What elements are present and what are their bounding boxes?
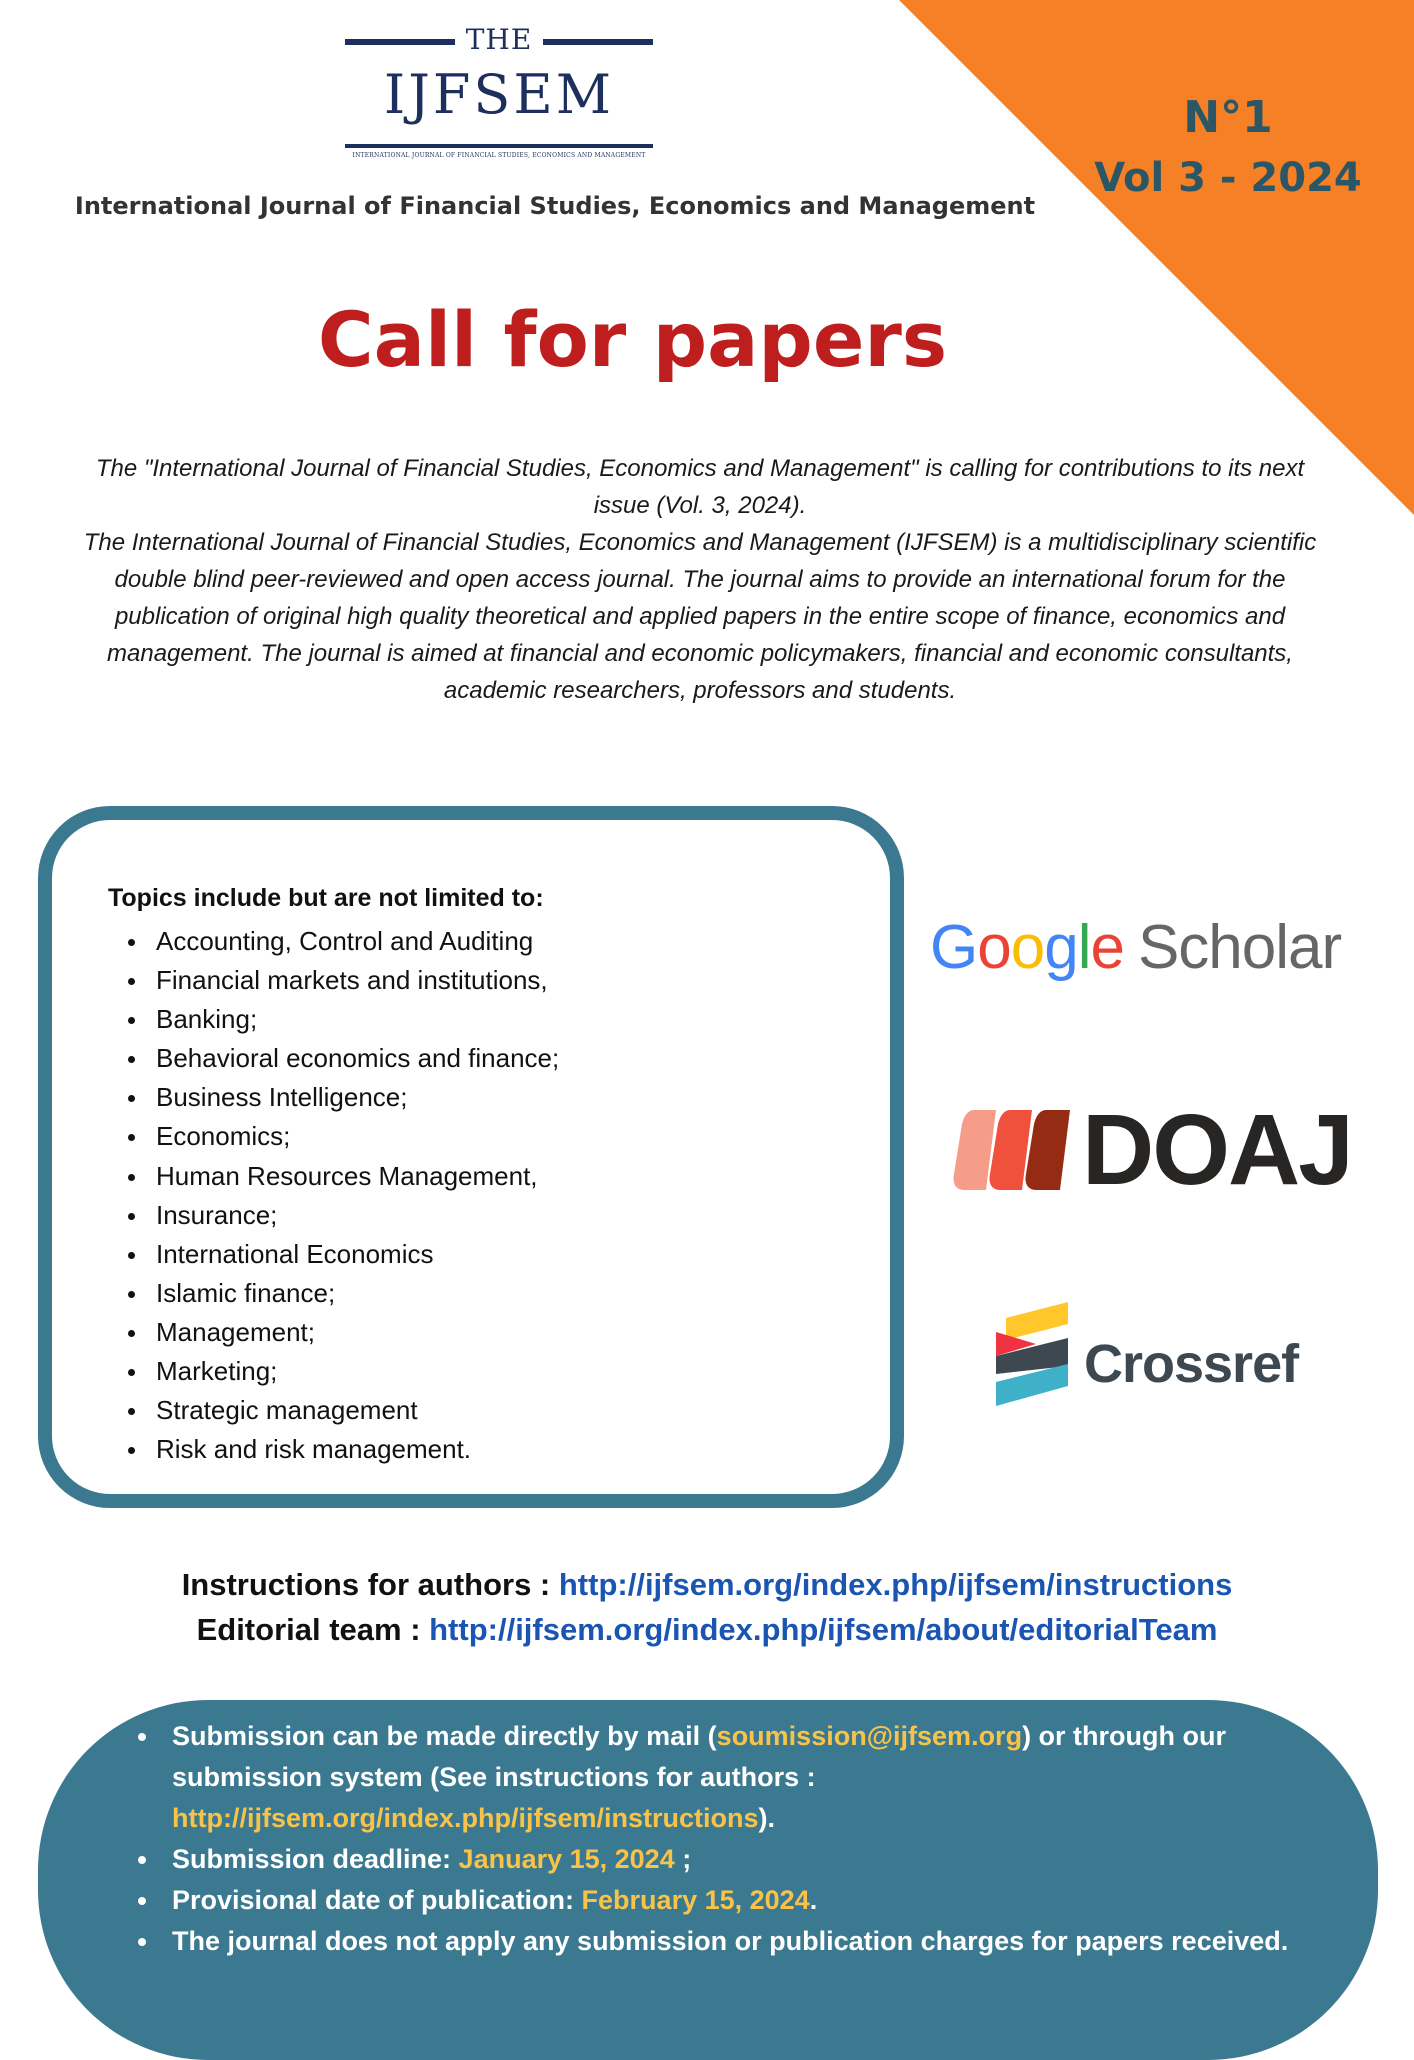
scholar-word: Scholar [1137,913,1342,982]
list-item: Marketing; [108,1352,559,1391]
list-item: Risk and risk management. [108,1430,559,1469]
google-letter: e [1090,913,1124,982]
issue-volume: Vol 3 - 2024 [1094,155,1362,201]
submission-text: ). [758,1803,776,1833]
intro-text [70,450,1330,709]
list-item: Management; [108,1313,559,1352]
google-letter: G [930,913,978,982]
deadline-date: January 15, 2024 [458,1844,675,1874]
submission-box [38,1700,1378,2060]
publication-date: February 15, 2024 [581,1885,810,1915]
submission-list [134,1716,1324,1962]
list-item: Strategic management [108,1391,559,1430]
list-item [134,1716,1324,1839]
journal-name: International Journal of Financial Studies, Economics and Management [74,192,1036,220]
list-item: Banking; [108,1000,559,1039]
list-item [134,1880,1324,1921]
google-letter: o [1010,913,1045,982]
instructions-label: Instructions for authors : [181,1567,559,1602]
logo-rule-left [345,39,455,45]
google-scholar-logo [930,912,1341,983]
deadline-end: ; [674,1844,692,1874]
logo-rule-right [543,39,653,45]
list-item: The journal does not apply any submission or publication charges for papers received. [134,1921,1324,1962]
corner-accent-triangle [899,0,1414,515]
intro-paragraph-2: The International Journal of Financial Studies, Economics and Management (IJFSEM) is a multidisciplinary scientific double blind peer-reviewed and open access journal. The journal aims to provide an international forum for the publication of original high quality theoretical and applied papers in the entire scope of finance, economics and management. The journal is aimed at financial and economic policymakers, financial and economic consultants, academic researchers, professors and students. [83,529,1317,704]
topics-heading: Topics include but are not limited to: [108,884,544,912]
list-item [134,1839,1324,1880]
instructions-line [0,1562,1414,1607]
list-item: Economics; [108,1117,559,1156]
list-item: International Economics [108,1235,559,1274]
logo-acronym: IJFSEM [383,63,615,126]
logo-subtitle: INTERNATIONAL JOURNAL OF FINANCIAL STUDIES, ECONOMICS AND MANAGEMENT [352,152,646,159]
submission-instructions-link[interactable]: http://ijfsem.org/index.php/ijfsem/instructions [172,1803,759,1833]
doaj-mark-icon [952,1104,1082,1196]
crossref-mark-icon [996,1302,1080,1412]
list-item: Insurance; [108,1196,559,1235]
instructions-link[interactable]: http://ijfsem.org/index.php/ijfsem/instructions [558,1567,1233,1602]
crossref-logo [996,1302,1316,1412]
intro-paragraph-1: The "International Journal of Financial Studies, Economics and Management" is calling for contributions to its next issue (Vol. 3, 2024). [95,455,1305,519]
publication-end: . [809,1885,818,1915]
list-item: Human Resources Management, [108,1157,559,1196]
journal-logo [345,22,653,160]
publication-label: Provisional date of publication: [172,1885,582,1915]
logo-rule-bottom [345,144,653,148]
list-item: Financial markets and institutions, [108,961,559,1000]
google-letter: l [1077,913,1091,982]
submission-text: ) or through our submission system (See instructions for authors : [172,1721,1227,1792]
editorial-line [0,1607,1414,1652]
issue-info [1078,88,1378,208]
google-letter: g [1044,913,1078,982]
editorial-team-link[interactable]: http://ijfsem.org/index.php/ijfsem/about/editorialTeam [429,1612,1218,1647]
google-letter: o [977,913,1011,982]
list-item: Business Intelligence; [108,1078,559,1117]
issue-number: N°1 [1183,92,1273,143]
topics-box [38,806,904,1508]
list-item: Accounting, Control and Auditing [108,922,559,961]
topics-list [108,922,559,1469]
doaj-wordmark: DOAJ [1082,1094,1352,1206]
logo-the: THE [465,23,533,56]
doaj-logo [952,1094,1352,1206]
submission-text: Submission can be made directly by mail ( [172,1721,717,1751]
deadline-label: Submission deadline: [172,1844,459,1874]
list-item: Islamic finance; [108,1274,559,1313]
editorial-label: Editorial team : [196,1612,430,1647]
page-title: Call for papers [317,295,948,384]
list-item: Behavioral economics and finance; [108,1039,559,1078]
crossref-wordmark: Crossref [1084,1334,1299,1394]
submission-email-link[interactable]: soumission@ijfsem.org [716,1721,1023,1751]
author-links [0,1562,1414,1652]
